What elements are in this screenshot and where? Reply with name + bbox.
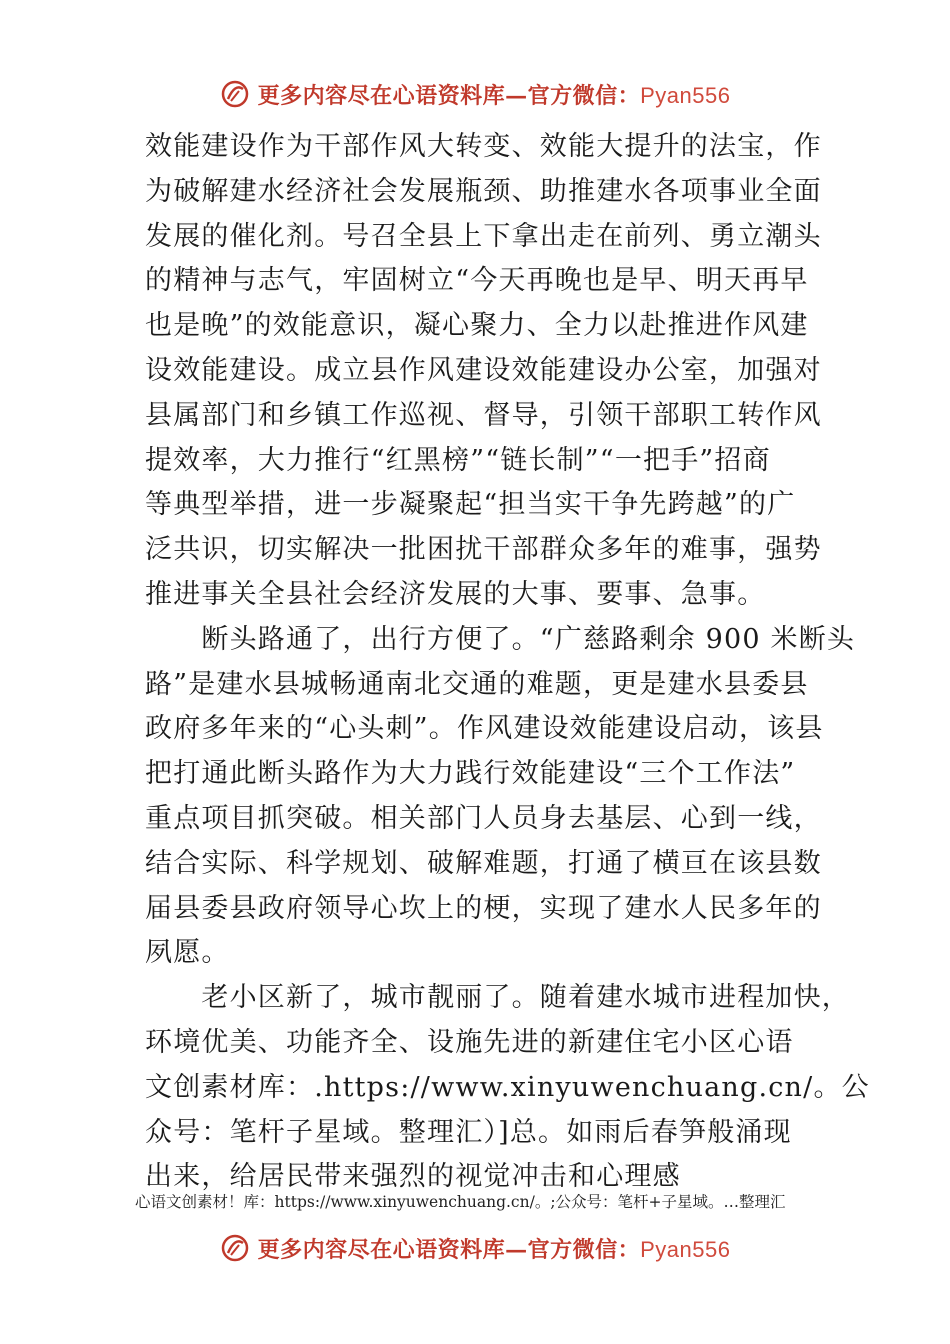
text-line: 断头路通了，出行方便了。“广慈路剩余 900 米断头 — [145, 623, 856, 655]
paragraph-3 — [145, 976, 870, 1200]
logo-icon — [220, 1233, 250, 1263]
text-line: 也是晚”的效能意识，凝心聚力、全力以赴推进作风建 — [145, 310, 809, 342]
text-line: 把打通此断头路作为大力践行效能建设“三个工作法” — [145, 758, 796, 790]
text-line: 泛共识，切实解决一批困扰干部群众多年的难事，强势 — [145, 534, 822, 566]
text-line: 发展的催化剂。号召全县上下拿出走在前列、勇立潮头 — [145, 220, 822, 252]
footer-note: 心语文创素材！库：https://www.xinyuwenchuang.cn/。;公众号：笔杆+子星域。…整理汇 — [135, 1193, 786, 1211]
text-line: 提效率，大力推行“红黑榜”“链长制”“一把手”招商 — [145, 444, 771, 476]
logo-icon — [220, 79, 250, 109]
text-line: 设效能建设。成立县作风建设效能建设办公室，加强对 — [145, 354, 822, 386]
text-line: 等典型举措，进一步凝聚起“担当实干争先跨越”的广 — [145, 489, 796, 521]
wechat-id: Pyan556 — [640, 82, 731, 108]
text-line: 县属部门和乡镇工作巡视、督导，引领干部职工转作风 — [145, 399, 822, 431]
text-line: 出来，给居民带来强烈的视觉冲击和心理感 — [145, 1161, 681, 1193]
text-line: 的精神与志气，牢固树立“今天再晚也是早、明天再早 — [145, 265, 809, 297]
document-body — [145, 125, 870, 1200]
text-line: 结合实际、科学规划、破解难题，打通了横亘在该县数 — [145, 847, 822, 879]
text-line: 届县委县政府领导心坎上的梗，实现了建水人民多年的 — [145, 892, 822, 924]
text-line: 老小区新了，城市靓丽了。随着建水城市进程加快， — [145, 982, 850, 1014]
banner-text: 更多内容尽在心语资料库—官方微信：Pyan556 — [257, 1236, 731, 1263]
text-line: 文创素材库：.https://www.xinyuwenchuang.cn/。公 — [145, 1071, 870, 1103]
text-line: 效能建设作为干部作风大转变、效能大提升的法宝，作 — [145, 131, 822, 162]
footer-banner — [0, 1226, 950, 1270]
text-line: 政府多年来的“心头刺”。作风建设效能建设启动，该县 — [145, 713, 824, 745]
paragraph-2 — [145, 618, 856, 976]
text-line: 推进事关全县社会经济发展的大事、要事、急事。 — [145, 578, 766, 610]
header-banner — [0, 72, 950, 116]
text-line: 为破解建水经济社会发展瓶颈、助推建水各项事业全面 — [145, 175, 822, 207]
text-line: 路”是建水县城畅通南北交通的难题，更是建水县委县 — [145, 668, 809, 700]
text-line: 重点项目抓突破。相关部门人员身去基层、心到一线， — [145, 802, 822, 834]
wechat-id: Pyan556 — [640, 1236, 731, 1262]
text-line: 夙愿。 — [145, 937, 230, 969]
paragraph-1 — [145, 125, 822, 618]
banner-text: 更多内容尽在心语资料库—官方微信：Pyan556 — [257, 82, 731, 109]
text-line: 环境优美、功能齐全、设施先进的新建住宅小区心语 — [145, 1026, 794, 1058]
text-line: 众号：笔杆子星域。整理汇）]总。如雨后春笋般涌现 — [145, 1116, 792, 1148]
